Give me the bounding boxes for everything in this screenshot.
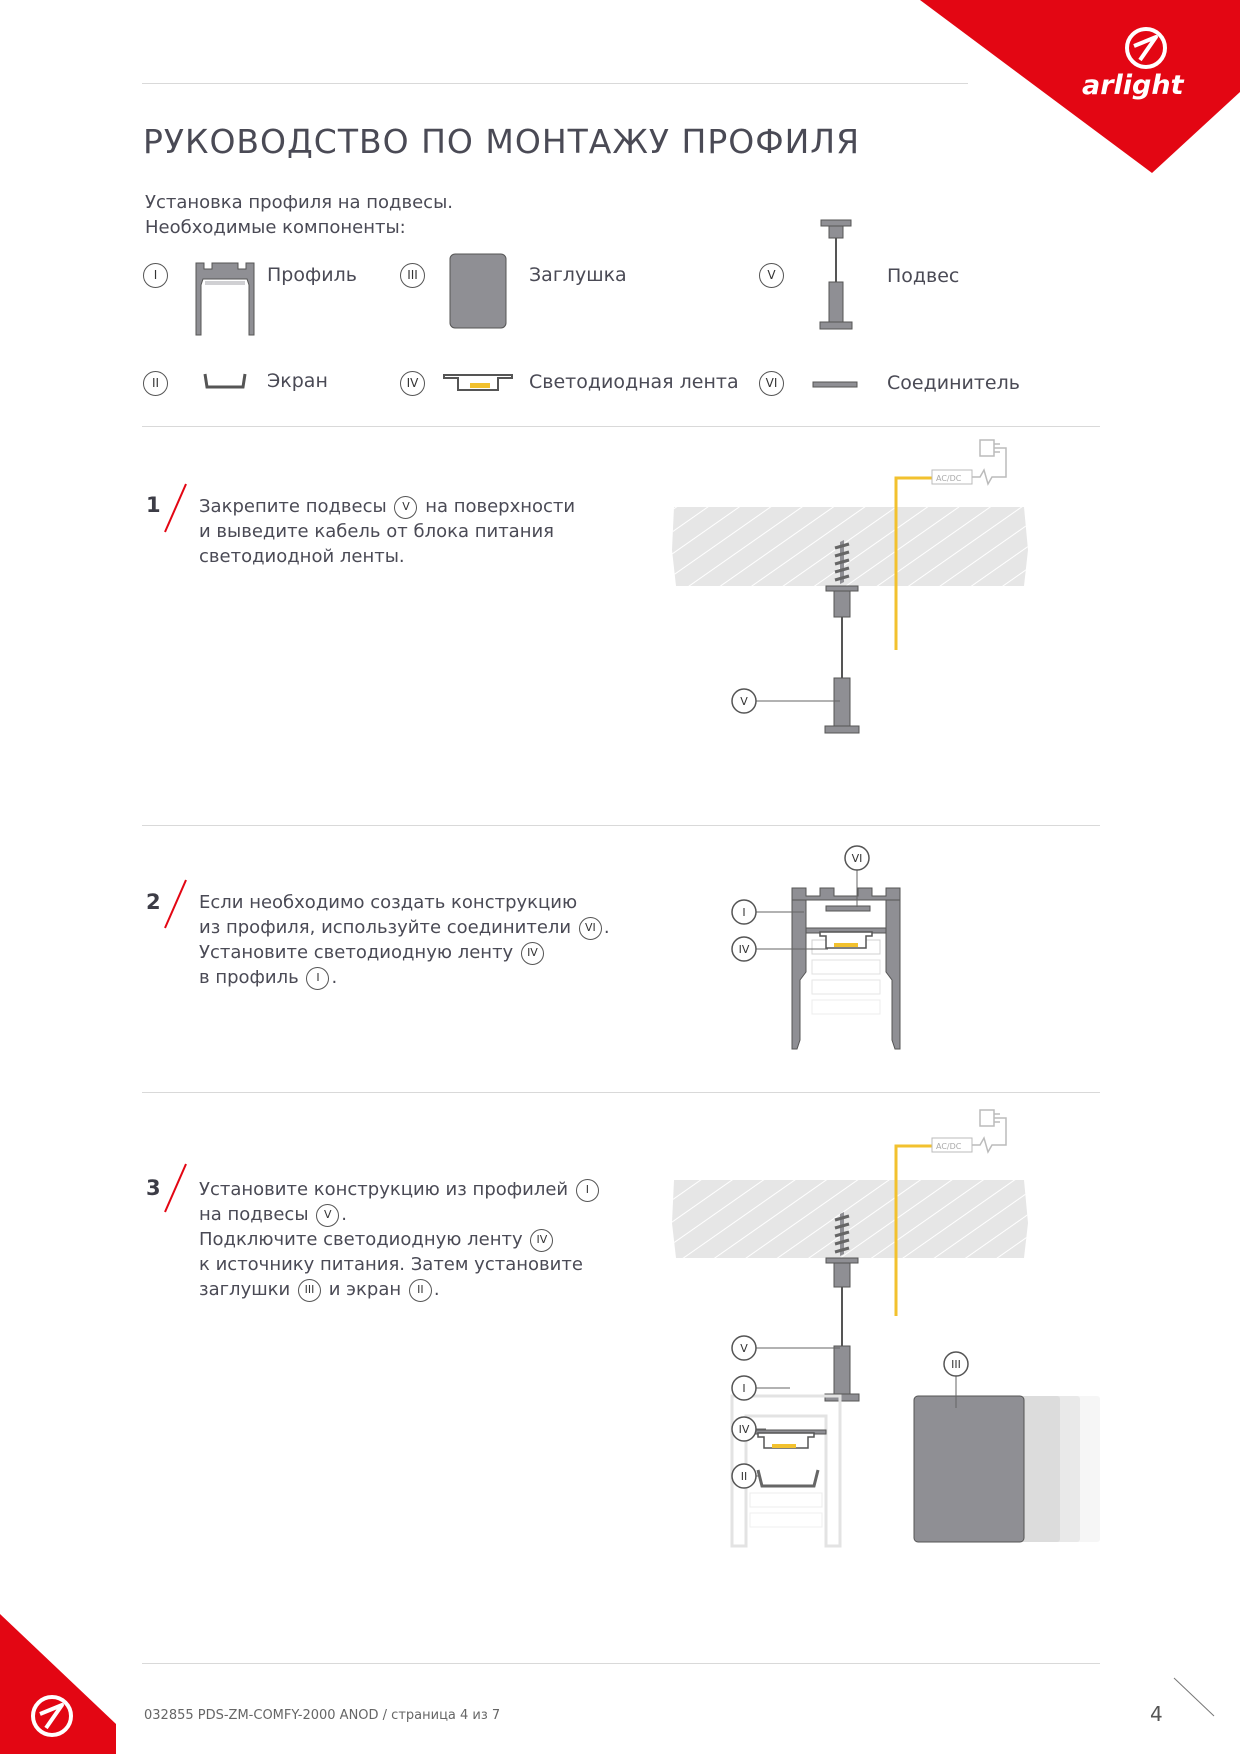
step-3-slash-icon: [162, 1162, 188, 1214]
callout-vi: VI: [851, 852, 863, 865]
divider-1: [142, 426, 1100, 427]
ref-badge: I: [306, 967, 329, 990]
step-3-text-e: заглушки: [199, 1279, 291, 1300]
step-1-text-a: Закрепите подвесы: [199, 496, 387, 517]
connector-part: [826, 906, 870, 911]
step-2-text-line-1: Если необходимо создать конструкцию: [199, 892, 578, 913]
component-label-end-cap: Заглушка: [529, 264, 627, 286]
step-2-slash-icon: [162, 878, 188, 930]
callout-v: V: [740, 695, 748, 708]
step-2-text-c: Установите светодиодную ленту: [199, 942, 514, 963]
callout-v: V: [740, 1342, 748, 1355]
led-strip-icon: [440, 372, 516, 394]
component-badge-5: V: [759, 263, 784, 288]
step-1-text: [199, 494, 575, 569]
callout-iv: IV: [738, 943, 750, 956]
intro-line-1: Установка профиля на подвесы.: [145, 192, 454, 213]
callout-i: I: [742, 1382, 746, 1395]
step-1-number: 1: [146, 493, 161, 517]
step-1-slash-icon: [162, 482, 188, 534]
connector-icon: [811, 380, 859, 390]
psu-icon: [932, 440, 1006, 484]
step-1-text-b: на поверхности: [425, 496, 576, 517]
ref-badge: I: [576, 1179, 599, 1202]
ref-badge: III: [298, 1279, 321, 1302]
brand-wordmark: arlight: [1082, 70, 1184, 101]
ref-badge: V: [316, 1204, 339, 1227]
suspension-hanger: [825, 1263, 859, 1401]
step-3-diagram: [660, 1098, 1140, 1558]
psu-icon: [932, 1110, 1006, 1152]
step-2-number: 2: [146, 890, 161, 914]
footer-divider: [142, 1663, 1100, 1664]
end-cap-icon: [448, 252, 508, 330]
component-badge-4: IV: [400, 371, 425, 396]
divider-2: [142, 825, 1100, 826]
component-badge-1: I: [143, 263, 168, 288]
intro-line-2: Необходимые компоненты:: [145, 217, 406, 238]
diffuser-part: [758, 1470, 818, 1486]
step-3-text-a: Установите конструкцию из профилей: [199, 1179, 569, 1200]
ref-badge: II: [409, 1279, 432, 1302]
suspension-hanger: [825, 591, 859, 733]
step-2-text-a: из профиля, используйте соединители: [199, 917, 572, 938]
page-number-slash-icon: [1172, 1676, 1218, 1722]
top-divider: [142, 83, 968, 84]
step-3-text: [199, 1177, 601, 1302]
step-3-text-f: и экран: [328, 1279, 402, 1300]
footer-brand-corner: [0, 1614, 120, 1754]
component-badge-2: II: [143, 371, 168, 396]
end-cap-part: [914, 1396, 1100, 1542]
callout-iv: IV: [738, 1423, 750, 1436]
step-2-text-e: .: [331, 967, 338, 988]
page-title: РУКОВОДСТВО ПО МОНТАЖУ ПРОФИЛЯ: [143, 122, 861, 161]
step-3-text-line-4: к источнику питания. Затем установите: [199, 1254, 583, 1275]
step-3-text-b: на подвесы: [199, 1204, 309, 1225]
intro-text: [145, 190, 453, 240]
component-badge-6: VI: [759, 371, 784, 396]
callout-i: I: [742, 906, 746, 919]
diffuser-icon: [203, 372, 247, 392]
step-2-text-d: в профиль: [199, 967, 299, 988]
step-2-text: [199, 890, 610, 990]
brand-corner: [920, 0, 1240, 175]
step-3-text-c: .: [341, 1204, 348, 1225]
psu-label: AC/DC: [936, 1142, 962, 1151]
footer-document-id: 032855 PDS-ZM-COMFY-2000 ANOD / страница 4 из 7: [144, 1708, 501, 1723]
divider-3: [142, 1092, 1100, 1093]
profile-cross-section: [792, 888, 900, 1049]
page-number: 4: [1150, 1702, 1163, 1726]
step-2-text-b: .: [603, 917, 610, 938]
psu-label: AC/DC: [936, 474, 962, 483]
led-strip-part: [746, 1430, 826, 1448]
ref-badge: IV: [521, 942, 544, 965]
component-label-led-strip: Светодиодная лента: [529, 371, 739, 393]
ceiling-surface: [672, 1180, 1028, 1258]
component-label-diffuser: Экран: [267, 370, 328, 392]
step-3-number: 3: [146, 1176, 161, 1200]
step-2-diagram: [720, 840, 920, 1055]
step-1-text-line-2: и выведите кабель от блока питания: [199, 521, 554, 542]
ref-badge: VI: [579, 917, 602, 940]
component-badge-3: III: [400, 263, 425, 288]
component-label-connector: Соединитель: [887, 372, 1020, 394]
suspension-icon: [818, 218, 858, 333]
profile-icon: [193, 257, 257, 337]
step-1-text-line-3: светодиодной ленты.: [199, 546, 405, 567]
step-3-text-d: Подключите светодиодную ленту: [199, 1229, 523, 1250]
ref-badge: V: [394, 496, 417, 519]
ceiling-surface: [672, 507, 1028, 586]
step-3-text-g: .: [433, 1279, 440, 1300]
ref-badge: IV: [530, 1229, 553, 1252]
led-strip-part: [820, 932, 872, 948]
component-label-suspension: Подвес: [887, 265, 960, 287]
callout-ii: II: [740, 1470, 748, 1483]
callout-iii: III: [951, 1358, 961, 1371]
step-1-diagram: [660, 430, 1040, 750]
component-label-profile: Профиль: [267, 264, 357, 286]
